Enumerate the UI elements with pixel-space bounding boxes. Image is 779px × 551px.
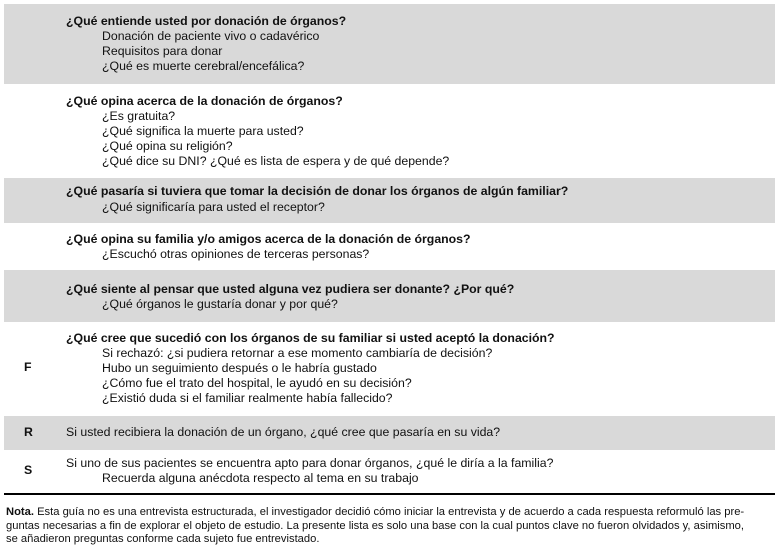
sub-question: ¿Escuchó otras opiniones de terceras personas? [102, 247, 370, 261]
sub-question: Recuerda alguna anécdota respecto al tema en su trabajo [102, 471, 419, 485]
question-text: ¿Qué opina acerca de la donación de órganos? [66, 94, 343, 108]
row-label: R [24, 425, 33, 439]
note-line: guntas necesarias a fin de explorar el objeto de estudio. La presente lista es solo una base con la cual puntos clave no fueron olvidados y, asimismo, [6, 519, 744, 532]
question-text: Si usted recibiera la donación de un órgano, ¿qué cree que pasaría en su vida? [66, 425, 501, 439]
sub-question: Donación de paciente vivo o cadavérico [102, 29, 320, 43]
sub-question: ¿Qué opina su religión? [102, 139, 233, 153]
note-line: Esta guía no es una entrevista estructurada, el investigador decidió cómo iniciar la entrevista y de acuerdo a cada respuesta reformuló las pre- [33, 506, 745, 518]
sub-question: ¿Qué órganos le gustaría donar y por qué? [102, 297, 338, 311]
note-label: Nota. [6, 506, 34, 518]
question-text: ¿Qué pasaría si tuviera que tomar la decisión de donar los órganos de algún familiar? [66, 184, 569, 198]
row-label: S [24, 463, 33, 477]
sub-question: ¿Existió duda si el familiar realmente había fallecido? [102, 391, 393, 405]
question-text: ¿Qué siente al pensar que usted alguna vez pudiera ser donante? ¿Por qué? [66, 282, 515, 296]
table-note [6, 506, 774, 547]
sub-question: ¿Qué es muerte cerebral/encefálica? [102, 59, 305, 73]
question-text: ¿Qué entiende usted por donación de órganos? [66, 14, 347, 28]
sub-question: ¿Qué significa la muerte para usted? [102, 124, 304, 138]
sub-question: Si rechazó: ¿si pudiera retornar a ese momento cambiaría de decisión? [102, 346, 493, 360]
row-label: F [24, 360, 32, 374]
sub-question: Hubo un seguimiento después o le habría gustado [102, 361, 377, 375]
sub-question: ¿Cómo fue el trato del hospital, le ayudó en su decisión? [102, 376, 412, 390]
sub-question: ¿Qué dice su DNI? ¿Qué es lista de espera y de qué depende? [102, 154, 450, 168]
sub-question: ¿Qué significaría para usted el receptor? [102, 200, 325, 214]
question-text: Si uno de sus pacientes se encuentra apto para donar órganos, ¿qué le diría a la familia? [66, 456, 554, 470]
note-line: se añadieron preguntas conforme cada sujeto fue entrevistado. [6, 533, 320, 545]
sub-question: Requisitos para donar [102, 44, 223, 58]
question-text: ¿Qué opina su familia y/o amigos acerca de la donación de órganos? [66, 232, 471, 246]
question-text: ¿Qué cree que sucedió con los órganos de su familiar si usted aceptó la donación? [66, 331, 555, 345]
table-bottom-rule [4, 493, 775, 495]
sub-question: ¿Es gratuita? [102, 109, 176, 123]
